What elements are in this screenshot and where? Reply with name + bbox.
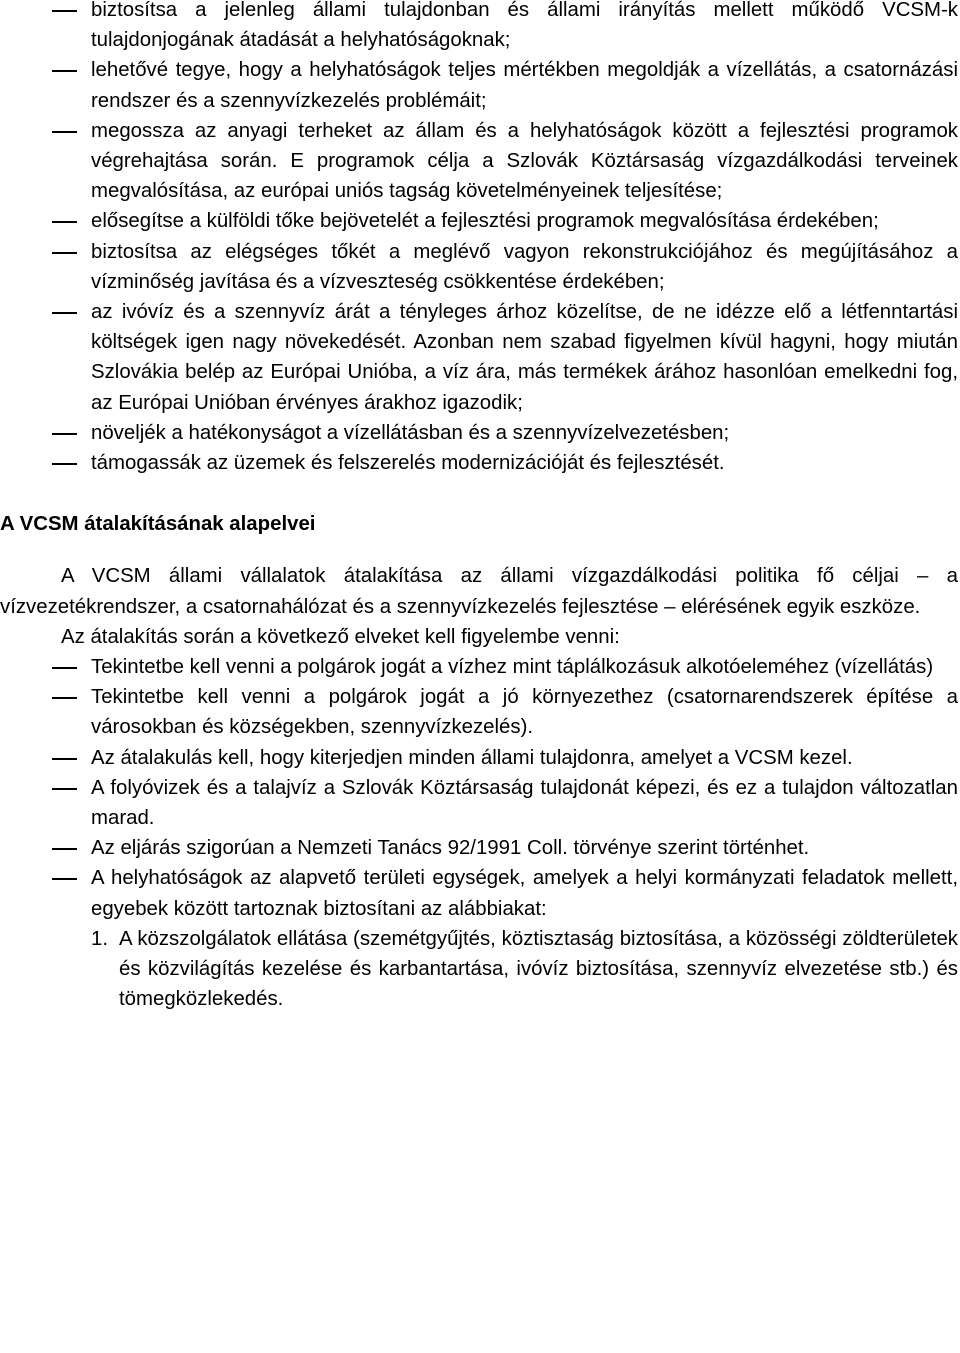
dash-bullet: [52, 463, 77, 465]
list-item-text: elősegítse a külföldi tőke bejövetelét a fejlesztési programok megvalósítása érdekében;: [91, 210, 879, 233]
dash-bullet: [52, 252, 77, 254]
numbered-item: [0, 924, 958, 1015]
dash-bullet: [52, 667, 77, 669]
dash-bullet: [52, 878, 77, 880]
list-item-text: lehetővé tegye, hogy a helyhatóságok teljes mértékben megoldják a vízellátás, a csatornázási rendszer és a szennyvízkezelés problémáit;: [91, 59, 958, 112]
list-item: [0, 297, 958, 418]
numbered-list: [0, 924, 958, 1015]
list-item: [0, 116, 958, 207]
list-item: [0, 863, 958, 923]
list-item: [0, 0, 958, 55]
list-item-text: A helyhatóságok az alapvető területi egységek, amelyek a helyi kormányzati feladatok mellett, egyebek között tartoznak biztosítani az alábbiakat:: [91, 867, 958, 920]
dash-bullet: [52, 131, 77, 133]
principles-list: [0, 652, 958, 924]
section-heading: A VCSM átalakításának alapelvei: [0, 513, 316, 536]
list-item-text: biztosítsa a jelenleg állami tulajdonban és állami irányítás mellett működő VCSM-k tulajdonjogának átadását a helyhatóságoknak;: [91, 0, 958, 52]
list-item: [0, 55, 958, 115]
list-item-text: Az átalakulás kell, hogy kiterjedjen minden állami tulajdonra, amelyet a VCSM kezel.: [91, 746, 853, 769]
list-item: [0, 652, 958, 682]
list-item-text: biztosítsa az elégséges tőkét a meglévő vagyon rekonstrukciójához és megújításához a vízminőség javítása és a vízveszteség csökkentése érdekében;: [91, 240, 958, 293]
dash-bullet: [52, 788, 77, 790]
item-number: 1.: [91, 927, 109, 950]
list-item: [0, 743, 958, 773]
list-item: [0, 206, 958, 236]
dash-bullet: [52, 221, 77, 223]
list-item: [0, 448, 958, 478]
list-item: [0, 418, 958, 448]
numbered-item-text: A közszolgálatok ellátása (szemétgyűjtés, köztisztaság biztosítása, a közösségi zöldterületek és közvilágítás kezelése és karbantartása, ivóvíz biztosítása, szennyvíz elvezetése stb.) és tömegközlekedés.: [119, 927, 958, 1011]
list-item: [0, 773, 958, 833]
dash-bullet: [52, 697, 77, 699]
list-item-text: A folyóvizek és a talajvíz a Szlovák Köztársaság tulajdonát képezi, és ez a tulajdon változatlan marad.: [91, 776, 958, 830]
dash-bullet: [52, 70, 77, 72]
list-item: [0, 682, 958, 742]
list-item-text: az ivóvíz és a szennyvíz árát a tényleges árhoz közelítse, de ne idézze elő a létfenntartási költségek igen nagy növekedését. Azonban nem szabad figyelmen kívül hagyni, hogy miután Szlovákia belép az Európai Unióba, a víz ára, más termékek árához hasonlóan emelkedni fog, az Európai Unióban érvényes árakhoz igazodik;: [91, 301, 958, 414]
dash-bullet: [52, 433, 77, 435]
list-item-text: Tekintetbe kell venni a polgárok jogát a vízhez mint táplálkozásuk alkotóeleméhez (vízellátás): [91, 656, 934, 679]
list-item-text: Tekintetbe kell venni a polgárok jogát a jó környezethez (csatornarendszerek építése a városokban és községekben, szennyvízkezelés).: [91, 686, 958, 739]
list-item-text: megossza az anyagi terheket az állam és a helyhatóságok között a fejlesztési programok végrehajtása során. E programok célja a Szlovák Köztársaság vízgazdálkodási terveinek megvalósítása, az európai uniós tagság követelményeinek teljesítése;: [91, 119, 958, 203]
principles-intro: Az átalakítás során a következő elveket kell figyelembe venni:: [61, 625, 620, 648]
dash-bullet: [52, 10, 77, 12]
list-item-text: Az eljárás szigorúan a Nemzeti Tanács 92/1991 Coll. törvénye szerint történhet.: [91, 837, 810, 860]
list-item: [0, 237, 958, 297]
body-paragraph: A VCSM állami vállalatok átalakítása az állami vízgazdálkodási politika fő céljai – a vízvezetékrendszer, a csatornahálózat és a szennyvízkezelés fejlesztése – elérésének egyik eszköze.: [0, 565, 958, 618]
list-item: [0, 833, 958, 863]
dash-bullet: [52, 848, 77, 850]
list-item-text: támogassák az üzemek és felszerelés modernizációját és fejlesztését.: [91, 452, 725, 475]
dash-bullet: [52, 758, 77, 760]
list-item-text: növeljék a hatékonyságot a vízellátásban és a szennyvízelvezetésben;: [91, 421, 730, 444]
goals-list: [0, 0, 958, 478]
dash-bullet: [52, 312, 77, 314]
